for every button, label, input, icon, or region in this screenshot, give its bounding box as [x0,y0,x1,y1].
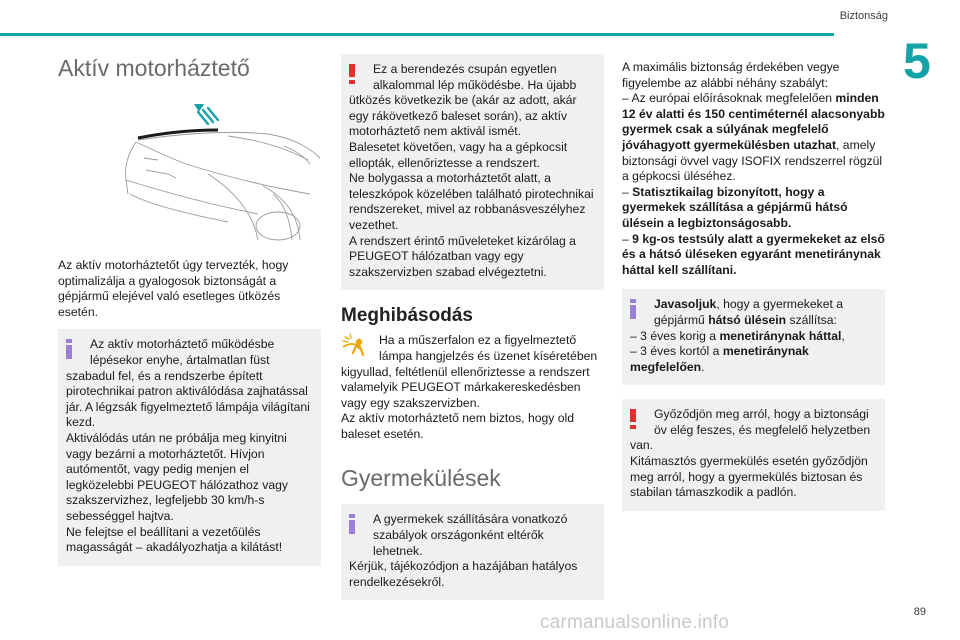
info-icon [349,514,355,534]
recommendation-item-2 [630,344,877,375]
active-bonnet-intro: Az aktív motorháztetőt úgy tervezték, hogy optimalizálja a gyalogosok biztonságát a gépjármű elejével való esetleges ütközés esetén. [58,258,289,319]
warning-box-text: Balesetet követően, vagy ha a gépkocsit ellopták, ellenőriztesse a rendszert. [349,139,568,170]
info-icon [66,339,72,359]
rule-3 [622,232,885,279]
chapter-number: 5 [903,33,931,89]
fault-description [341,333,604,442]
info-box-first-line: Az aktív motorháztető működésbe lépésekor enyhe, ártalmatlan füst [90,337,275,367]
fault-first-line: Ha a műszerfalon ez a figyelmeztető lámpa hangjelzés és üzenet kíséretében [379,333,598,363]
item-text: . [701,359,705,374]
fault-text: kigyullad, feltétlenül ellenőriztesse a rendszert valamelyik PEUGEOT márkakereskedésben vagy egy szakszervizben. [341,364,590,410]
info-box-child-rules [341,504,604,600]
child-seats-title: Gyermekülések [341,465,501,492]
info-box-first-line: A gyermekek szállítására vonatkozó szabályok országonként eltérők lehetnek. [373,512,568,558]
item-text: – 3 éves kortól a [630,344,723,359]
rule-1-bold: minden 12 év alatti és 150 centiméternél alacsonyabb gyermek csak a súlyának megfelelő jóváhagyott gyermekülésben utazhat [622,91,885,152]
warning-icon [630,409,636,429]
item-text: , [841,328,845,343]
info-icon [630,299,636,319]
column-2 [341,54,604,600]
info-box-text: Aktiválódás után ne próbálja meg kinyitni vagy bezárni a motorháztetőt. Hívjon autómentőt, vagy pedig menjen el legközelebbi PEUGEOT hálózathoz vagy szakszervizhez, legfeljebb 30 km/h-s sebességgel hajtva. [66,430,288,523]
rule-1-rest: , amely biztonsági övvel vagy ISOFIX rendszerrel rögzül a gépkocsi üléséhez. [622,137,883,184]
page-number: 89 [913,606,926,618]
rule-dash: – Az európai előírásoknak megfelelően [622,91,836,106]
warning-box-first-line: Ez a berendezés csupán egyetlen alkalommal lép működésbe. Ha újabb [373,62,577,92]
warning-box-seatbelt [622,399,885,511]
warning-box-text: Kitámasztós gyermekülés esetén győződjön meg arról, hogy a gyermekülés biztosan és stabilan támaszkodik a padlón. [630,454,868,500]
warning-box-text: van. [630,438,654,453]
column-3 [622,60,885,511]
bonnet-warning-lamp-icon [341,333,373,362]
rule-1 [622,91,885,185]
recommend-bold: Javasoljuk [654,297,717,312]
info-box-recommendation [622,289,885,385]
warning-box-single-use [341,54,604,290]
item-bold: menetiránynak háttal [719,328,842,343]
warning-box-text: ütközés következik be (akár az adott, akár egy rákövetkező baleset során), az aktív motorháztető nem aktivál ismét. [349,93,577,139]
fault-title: Meghibásodás [341,305,473,327]
warning-icon [349,64,355,84]
info-box-text: szabadul fel, és a rendszerbe épített pirotechnikai patron aktiválódása zajhatással jár. A légzsák figyelmeztető lámpája világítani kezd. [66,368,310,430]
header-accent-bar [0,33,834,36]
rule-2 [622,185,885,232]
info-box-activation [58,329,321,565]
info-box-text: Ne felejtse el beállítani a vezetőülés magasságát – akadályozhatja a kilátást! [66,524,283,555]
rear-seats-bold: hátsó ülésein [708,312,787,327]
fault-text: Az aktív motorháztető nem biztos, hogy old baleset esetén. [341,411,575,441]
recommend-text: szállítsa: [786,312,837,327]
rule-dash: – [622,184,633,199]
warning-box-first-line: Győződjön meg arról, hogy a biztonsági öv elég feszes, és megfelelő helyzetben [654,407,871,437]
recommend-text: , hogy a gyermekeket a gépjármű [654,297,844,327]
recommendation-item-1 [630,329,877,345]
section-title: Biztonság [839,10,888,22]
rules-intro: A maximális biztonság érdekében vegye figyelembe az alábbi néhány szabályt: [622,60,840,90]
rule-dash: – [622,231,633,246]
column-1 [58,54,321,566]
info-box-text: Kérjük, tájékozódjon a hazájában hatályos rendelkezésekről. [349,559,578,589]
rule-3-bold: 9 kg-os testsúly alatt a gyermekeket az első és a hátsó üléseken egyaránt menetiránynak háttal kell szállítani. [622,231,885,277]
rule-2-bold: Statisztikailag bizonyított, hogy a gyermekek szállítása a gépjármű hátsó ülésein a legbiztonságosabb. [622,184,848,230]
recommendation-text [630,297,877,328]
warning-box-text: Ne bolygassa a motorháztetőt alatt, a teleszkópok közelében található pirotechnikai rendszereket, mivel az robbanásveszélyhez vezethet. [349,171,594,232]
item-bold: menetiránynak megfelelően [630,344,809,374]
watermark: carmanualsonline.info [540,612,730,633]
item-text: – 3 éves korig a [630,328,720,343]
active-bonnet-title: Aktív motorháztető [58,55,250,81]
car-bonnet-illustration [58,94,321,244]
warning-box-text: A rendszert érintő műveleteket kizárólag a PEUGEOT hálózatban vagy egy szakszervizben szabad elvégeztetni. [349,233,576,279]
